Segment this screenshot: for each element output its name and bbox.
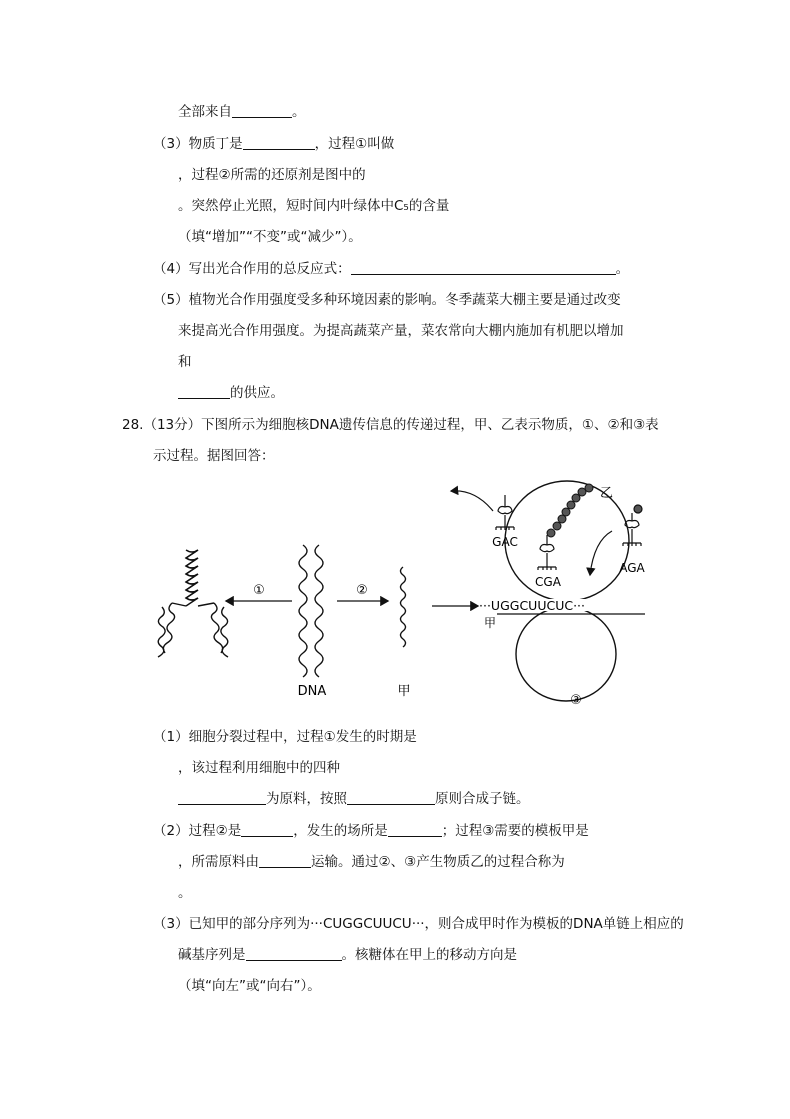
- dna-double-helix: [299, 545, 323, 677]
- answer-blank[interactable]: [347, 790, 435, 805]
- q27-3-line-c: 。突然停止光照，短时间内叶绿体中C₅的含量: [178, 198, 450, 214]
- answer-blank[interactable]: [243, 135, 315, 150]
- mrna-strand: [401, 567, 406, 647]
- q28-2-line-c: 。: [178, 885, 192, 901]
- polypeptide-chain: [547, 484, 593, 537]
- label-jia: 甲: [397, 684, 411, 699]
- process-1-label: ①: [253, 583, 265, 598]
- trna-left: [496, 495, 514, 530]
- q27-5-line-c: 和: [178, 354, 192, 370]
- anticodon-left: GAC: [492, 535, 518, 549]
- q28-intro-b: 示过程。据图回答：: [153, 448, 275, 464]
- label-dna: DNA: [297, 684, 327, 699]
- q27-3-line-d: （填“增加”“不变”或“减少”）。: [178, 229, 362, 245]
- trna-middle: [538, 535, 556, 570]
- process-2-label: ②: [356, 583, 368, 598]
- q28-1-line-c: 为原料，按照 原则合成子链。: [178, 790, 530, 808]
- q27-line-continued: 全部来自 。: [178, 104, 306, 120]
- answer-blank[interactable]: [232, 103, 292, 118]
- q28-1-line-a: （1）细胞分裂过程中，过程①发生的时期是: [153, 729, 417, 745]
- q27-4-line: （4）写出光合作用的总反应式： 。: [153, 261, 630, 277]
- q27-3-line-a: （3）物质丁是 ，过程①叫做: [153, 136, 395, 152]
- answer-blank[interactable]: [241, 822, 293, 837]
- answer-blank[interactable]: [388, 822, 442, 837]
- q28-3-line-b: 碱基序列是 。核糖体在甲上的移动方向是: [178, 947, 517, 963]
- dna-transfer-figure: [0, 475, 790, 715]
- trna-right: [623, 505, 642, 546]
- process-3-label: ③: [570, 693, 582, 708]
- anticodon-middle: CGA: [535, 575, 561, 589]
- q27-5-line-a: （5）植物光合作用强度受多种环境因素的影响。冬季蔬菜大棚主要是通过改变: [153, 292, 621, 308]
- q28-2-line-b: ，所需原料由 运输。通过②、③产生物质乙的过程合称为: [178, 854, 565, 870]
- answer-blank[interactable]: [178, 790, 266, 805]
- label-yi: 乙: [600, 486, 614, 501]
- q27-3-line-b: ，过程②所需的还原剂是图中的: [178, 167, 366, 183]
- mrna-sequence: ···UGGCUUCUC···: [479, 598, 585, 613]
- q28-3-line-c: （填“向左”或“向右”）。: [178, 978, 321, 994]
- q28-2-line-a: （2）过程②是 ，发生的场所是 ；过程③需要的模板甲是: [153, 823, 589, 839]
- answer-blank[interactable]: [178, 384, 230, 399]
- q28-3-line-a: （3）已知甲的部分序列为···CUGGCUUCU···，则合成甲时作为模板的DNA单链上相应的: [153, 916, 684, 932]
- answer-blank[interactable]: [351, 260, 616, 275]
- q27-5-line-d: 的供应。: [178, 384, 284, 402]
- anticodon-right: AGA: [619, 561, 645, 575]
- q28-1-line-b: ，该过程利用细胞中的四种: [178, 760, 340, 776]
- q27-5-line-b: 来提高光合作用强度。为提高蔬菜产量，菜农常向大棚内施加有机肥以增加: [178, 323, 624, 339]
- mrna-label: 甲: [484, 616, 497, 630]
- q28-intro-a: 28.（13分）下图所示为细胞核DNA遗传信息的传递过程，甲、乙表示物质，①、②和③表: [122, 417, 659, 433]
- answer-blank[interactable]: [246, 946, 342, 961]
- answer-blank[interactable]: [259, 853, 311, 868]
- replicating-dna: [158, 550, 228, 657]
